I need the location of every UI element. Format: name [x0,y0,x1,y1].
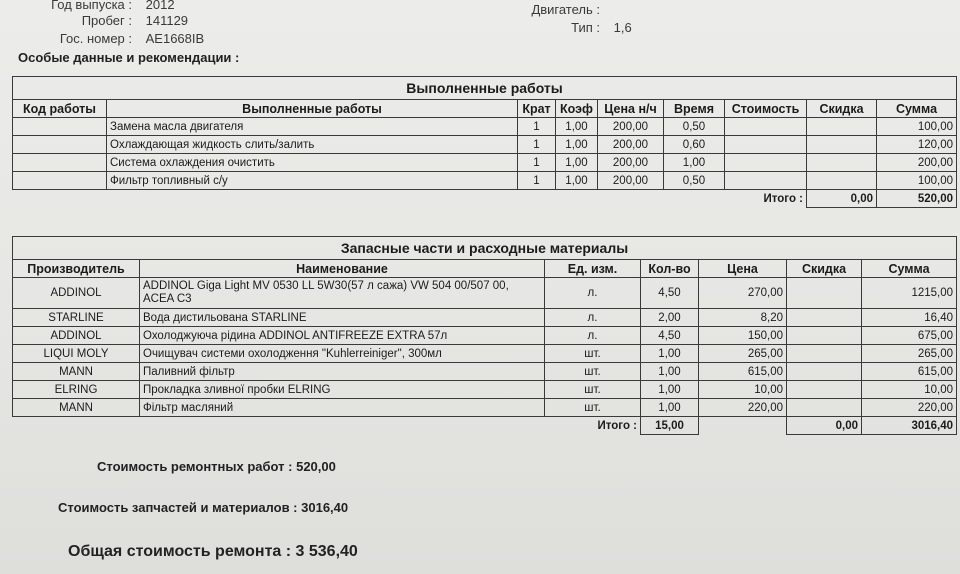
col-maker: Производитель [13,260,140,278]
col-krat: Крат [518,100,556,118]
work-discount [807,172,877,190]
work-name: Фильтр топливный с/у [107,172,518,190]
mileage-row [22,13,188,28]
col-discount: Скидка [807,100,877,118]
works-total-discount: 0,00 [807,190,877,208]
work-koef: 1,00 [556,172,598,190]
part-discount [787,363,862,381]
part-unit: шт. [545,345,641,363]
col-part-name: Наименование [140,260,545,278]
part-unit: шт. [545,363,641,381]
work-code [13,118,107,136]
table-row [13,309,957,327]
part-name: Паливний фільтр [140,363,545,381]
part-qty: 1,00 [641,363,699,381]
work-cost [725,136,807,154]
work-sum: 100,00 [877,172,957,190]
part-maker: ELRING [13,381,140,399]
table-row [13,118,957,136]
notes-label: Особые данные и рекомендации : [18,50,240,65]
parts-cost-line [58,500,348,515]
work-koef: 1,00 [556,154,598,172]
part-sum: 10,00 [862,381,957,399]
part-maker: MANN [13,363,140,381]
col-cost: Стоимость [725,100,807,118]
part-qty: 1,00 [641,345,699,363]
col-unit: Ед. изм. [545,260,641,278]
works-table [12,76,957,208]
engine-label: Двигатель : [531,2,600,17]
works-total-row [13,190,957,208]
part-price: 8,20 [699,309,787,327]
parts-total-sum: 3016,40 [862,417,957,435]
part-unit: шт. [545,381,641,399]
part-price: 615,00 [699,363,787,381]
work-discount [807,154,877,172]
table-row [13,136,957,154]
work-name: Охлаждающая жидкость слить/залить [107,136,518,154]
works-cost-value: 520,00 [296,459,336,474]
parts-total-row [13,417,957,435]
part-qty: 1,00 [641,399,699,417]
work-cost [725,154,807,172]
part-price: 220,00 [699,399,787,417]
part-unit: л. [545,278,641,309]
work-sum: 200,00 [877,154,957,172]
works-total-label: Итого : [763,192,803,205]
work-code [13,172,107,190]
plate-label: Гос. номер : [59,31,132,46]
table-row [13,278,957,309]
work-krat: 1 [518,118,556,136]
parts-total-qty: 15,00 [641,417,699,435]
part-discount [787,399,862,417]
type-row [500,20,632,35]
type-label: Тип : [571,20,600,35]
part-discount [787,309,862,327]
total-cost-line [68,543,358,561]
parts-total-discount: 0,00 [787,417,862,435]
col-qty: Кол-во [641,260,699,278]
work-price: 200,00 [598,154,664,172]
work-name: Замена масла двигателя [107,118,518,136]
part-sum: 220,00 [862,399,957,417]
col-discount: Скидка [787,260,862,278]
col-sum: Сумма [877,100,957,118]
work-sum: 100,00 [877,118,957,136]
work-discount [807,118,877,136]
works-cost-label: Стоимость ремонтных работ : [97,459,293,474]
work-krat: 1 [518,172,556,190]
works-title: Выполненные работы [13,77,957,100]
part-qty: 4,50 [641,278,699,309]
work-cost [725,118,807,136]
parts-cost-label: Стоимость запчастей и материалов : [58,500,298,515]
table-row [13,154,957,172]
part-discount [787,345,862,363]
col-koef: Коэф [556,100,598,118]
work-time: 0,50 [664,118,725,136]
works-title-row [13,77,957,100]
col-time: Время [664,100,725,118]
mileage-value: 141129 [145,13,189,28]
table-row [13,327,957,345]
part-sum: 1215,00 [862,278,957,309]
part-price: 10,00 [699,381,787,399]
parts-header-row [13,260,957,278]
part-maker: LIQUI MOLY [13,345,140,363]
part-unit: л. [545,309,641,327]
parts-cost-value: 3016,40 [301,500,349,515]
work-krat: 1 [518,136,556,154]
part-discount [787,381,862,399]
work-koef: 1,00 [556,118,598,136]
part-price: 150,00 [699,327,787,345]
part-sum: 265,00 [862,345,957,363]
part-maker: ADDINOL [13,327,140,345]
work-code [13,154,107,172]
col-code: Код работы [13,100,107,118]
year-row [22,0,175,12]
work-discount [807,136,877,154]
part-sum: 615,00 [862,363,957,381]
part-discount [787,327,862,345]
works-header-row [13,100,957,118]
col-work-name: Выполненные работы [107,100,518,118]
part-qty: 1,00 [641,381,699,399]
year-value: 2012 [145,0,175,12]
part-maker: ADDINOL [13,278,140,309]
table-row [13,345,957,363]
work-code [13,136,107,154]
work-price: 200,00 [598,172,664,190]
table-row [13,381,957,399]
work-krat: 1 [518,154,556,172]
plate-row [22,31,204,46]
total-cost-label: Общая стоимость ремонта : [68,543,292,560]
part-qty: 4,50 [641,327,699,345]
work-name: Система охлаждения очистить [107,154,518,172]
col-price: Цена [699,260,787,278]
part-name: Охолоджуюча рідина ADDINOL ANTIFREEZE EXTRA 57л [140,327,545,345]
col-sum: Сумма [862,260,957,278]
works-total-sum: 520,00 [877,190,957,208]
work-price: 200,00 [598,136,664,154]
part-maker: STARLINE [13,309,140,327]
part-unit: шт. [545,399,641,417]
work-cost [725,172,807,190]
part-price: 270,00 [699,278,787,309]
part-discount [787,278,862,309]
part-name: Фільтр масляний [140,399,545,417]
plate-value: АЕ1668IB [145,31,205,46]
part-name: Очищувач системи охолодження "Kuhlerreiniger", 300мл [140,345,545,363]
work-time: 1,00 [664,154,725,172]
part-name: ADDINOL Giga Light MV 0530 LL 5W30(57 л сажа) VW 504 00/507 00, ACEA C3 [140,278,545,309]
col-price-hour: Цена н/ч [598,100,664,118]
work-sum: 120,00 [877,136,957,154]
part-sum: 16,40 [862,309,957,327]
parts-table [12,236,957,435]
works-cost-line [97,459,336,474]
part-name: Прокладка зливної пробки ELRING [140,381,545,399]
mileage-label: Пробег : [81,13,132,28]
table-row [13,399,957,417]
work-koef: 1,00 [556,136,598,154]
table-row [13,363,957,381]
part-unit: л. [545,327,641,345]
part-sum: 675,00 [862,327,957,345]
parts-title-row [13,237,957,260]
parts-title: Запасные части и расходные материалы [13,237,957,260]
type-value: 1,6 [613,20,632,35]
work-price: 200,00 [598,118,664,136]
work-time: 0,60 [664,136,725,154]
table-row [13,172,957,190]
total-cost-value: 3 536,40 [295,543,358,560]
parts-total-label: Итого : [597,419,637,432]
year-label: Год выпуска : [51,0,132,12]
part-price: 265,00 [699,345,787,363]
part-name: Вода дистильована STARLINE [140,309,545,327]
work-time: 0,50 [664,172,725,190]
part-maker: MANN [13,399,140,417]
part-qty: 2,00 [641,309,699,327]
engine-row [500,2,610,17]
